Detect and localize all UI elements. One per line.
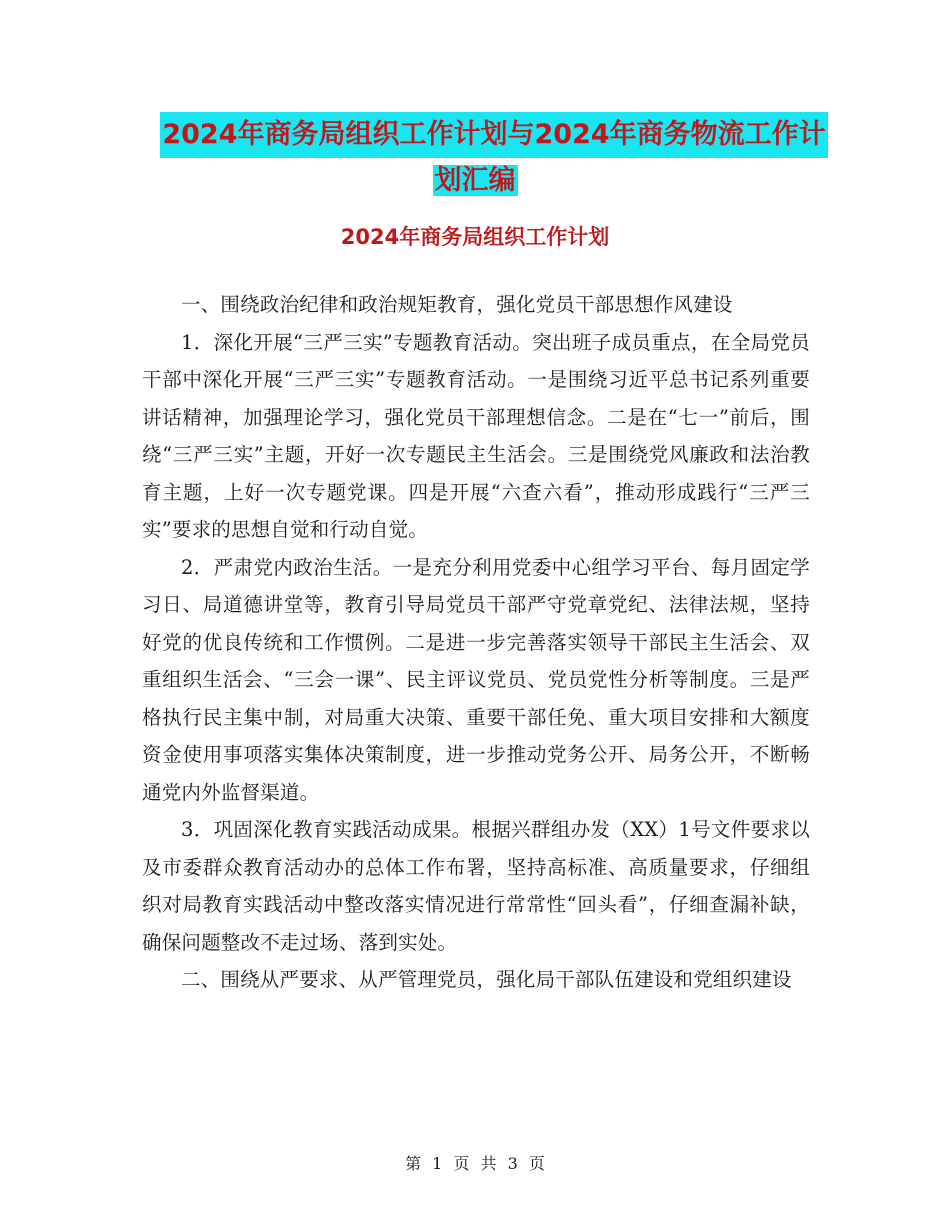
heading-one: 一、围绕政治纪律和政治规矩教育，强化党员干部思想作风建设 [181,293,733,316]
document-title-line-2: 划汇编 [434,165,516,196]
document-title [0,112,950,204]
document-title-line-1: 2024年商务局组织工作计划与2024年商务物流工作计 [160,112,827,158]
heading-two: 二、围绕从严要求、从严管理党员，强化局干部队伍建设和党组织建设 [181,968,792,991]
page-footer: 第 1 页 共 3 页 [405,1154,545,1173]
paragraph-item-1: 1．深化开展“三严三实”专题教育活动。突出班子成员重点，在全局党员干部中深化开展“三严三实”专题教育活动。一是围绕习近平总书记系列重要讲话精神，加强理论学习，强化党员干部理想信念。二是在“七一”前后，围绕“三严三实”主题，开好一次专题民主生活会。三是围绕党风廉政和法治教育主题，上好一次专题党课。四是开展“六查六看”，推动形成践行“三严三实”要求的思想自觉和行动自觉。 [142,330,810,541]
paragraph-item-3: 3．巩固深化教育实践活动成果。根据兴群组办发（XX）1号文件要求以及市委群众教育活动办的总体工作布署，坚持高标准、高质量要求，仔细组织对局教育实践活动中整改落实情况进行常常性“回头看”，仔细查漏补缺，确保问题整改不走过场、落到实处。 [142,818,810,954]
section-title: 2024年商务局组织工作计划 [340,225,610,249]
document-body [142,286,810,999]
paragraph-item-2: 2．严肃党内政治生活。一是充分利用党委中心组学习平台、每月固定学习日、局道德讲堂等，教育引导局党员干部严守党章党纪、法律法规，坚持好党的优良传统和工作惯例。二是进一步完善落实领导干部民主生活会、双重组织生活会、“三会一课”、民主评议党员、党员党性分析等制度。三是严格执行民主集中制，对局重大决策、重要干部任免、重大项目安排和大额度资金使用事项落实集体决策制度，进一步推动党务公开、局务公开，不断畅通党内外监督渠道。 [142,555,810,804]
